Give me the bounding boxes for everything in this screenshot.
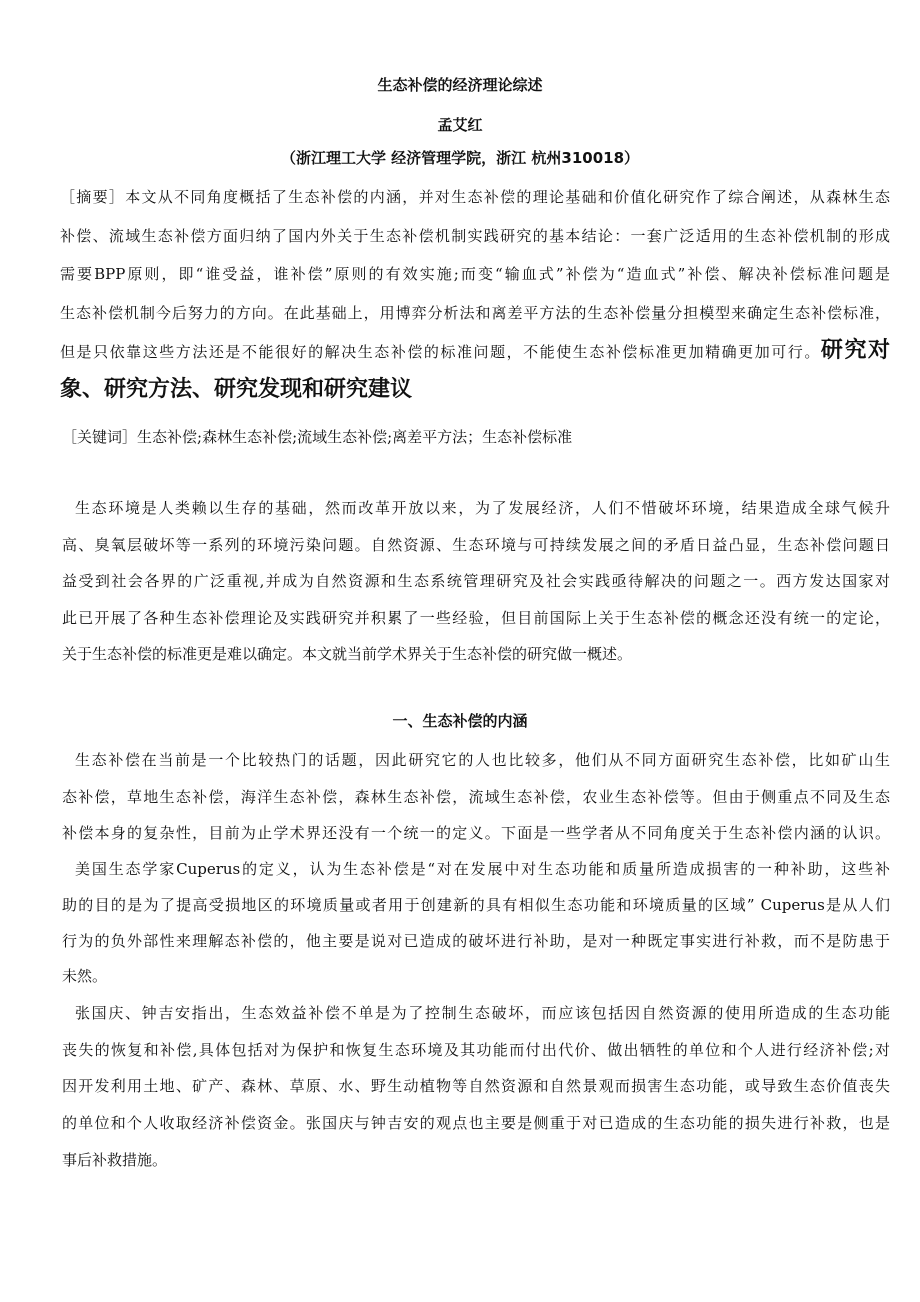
paragraph-line: 此已开展了各种生态补偿理论及实践研究并积累了一些经验，但目前国际上关于生态补偿的概念还没有统一的定论， — [62, 608, 890, 627]
keywords-text: 生态补偿;森林生态补偿;流域生态补偿;离差平方法；生态补偿标准 — [137, 428, 573, 446]
abstract — [60, 178, 890, 409]
paragraph-line: 的单位和个人收取经济补偿资金。张国庆与钟吉安的观点也主要是侧重于对已造成的生态功能的损失进行补救，也是 — [62, 1114, 890, 1133]
abstract-line: 但是只依靠这些方法还是不能很好的解决生态补偿的标准问题，不能使生态补偿标准更加精确更加可行。 — [60, 343, 821, 361]
section-paragraph-2 — [62, 852, 890, 995]
paragraph-line: 助的目的是为了提高受损地区的环境质量或者用于创建新的具有相似生态功能和环境质量的区域” Cuperus是从人们 — [62, 895, 890, 914]
paragraph-line: 美国生态学家Cuperus的定义，认为生态补偿是“对在发展中对生态功能和质量所造成损害的一种补助，这些补 — [75, 860, 890, 878]
paragraph-line: 丧失的恢复和补偿,具体包括对为保护和恢复生态环境及其功能而付出代价、做出牺牲的单位和个人进行经济补偿;对 — [62, 1040, 890, 1059]
keywords — [62, 426, 890, 448]
paragraph-line: 因开发利用土地、矿产、森林、草原、水、野生动植物等自然资源和自然景观而损害生态功能，或导致生态价值丧失 — [62, 1077, 890, 1096]
intro-paragraph — [62, 490, 890, 673]
paragraph-line: 益受到社会各界的广泛重视,并成为自然资源和生态系统管理研究及社会实践亟待解决的问题之一。西方发达国家对 — [62, 572, 890, 590]
author-name: 孟艾红 — [437, 116, 483, 134]
abstract-line: 补偿、流域生态补偿方面归纳了国内外关于生态补偿机制实践研究的基本结论：一套广泛适用的生态补偿机制的形成 — [60, 226, 890, 245]
paragraph-line: 张国庆、钟吉安指出，生态效益补偿不单是为了控制生态破坏，而应该包括因自然资源的使用所造成的生态功能 — [75, 1004, 890, 1022]
keywords-label: ［关键词］ — [62, 428, 138, 446]
author-affiliation: （浙江理工大学 经济管理学院，浙江 杭州310018） — [280, 149, 640, 167]
paragraph-line: 行为的负外部性来理解态补偿的，他主要是说对已造成的破坏进行补助，是对一种既定事实进行补救，而不是防患于 — [62, 931, 890, 950]
paragraph-line: 高、臭氧层破坏等一系列的环境污染问题。自然资源、生态环境与可持续发展之间的矛盾日益凸显，生态补偿问题日 — [62, 535, 890, 554]
paragraph-line: 关于生态补偿的标准更是难以确定。本文就当前学术界关于生态补偿的研究做一概述。 — [62, 645, 633, 663]
section-heading: 一、生态补偿的内涵 — [392, 712, 528, 730]
section-paragraph-3 — [62, 995, 890, 1178]
document-title: 生态补偿的经济理论综述 — [377, 76, 543, 94]
section-paragraph-1 — [62, 742, 890, 852]
abstract-line: 需要BPP原则，即“谁受益，谁补偿”原则的有效实施;而变“输血式”补偿为“造血式”补偿、解决补偿标准问题是 — [60, 265, 890, 283]
paragraph-line: 生态环境是人类赖以生存的基础，然而改革开放以来，为了发展经济，人们不惜破坏环境，结果造成全球气候升 — [75, 499, 890, 517]
paragraph-line: 未然。 — [62, 967, 108, 986]
abstract-bold-line: 象、研究方法、研究发现和研究建议 — [60, 376, 413, 402]
abstract-line: 生态补偿机制今后努力的方向。在此基础上，用博弈分析法和离差平方法的生态补偿量分担模型来确定生态补偿标准， — [60, 303, 890, 322]
paragraph-line: 补偿本身的复杂性，目前为止学术界还没有一个统一的定义。下面是一些学者从不同角度关于生态补偿内涵的认识。 — [62, 824, 890, 842]
paragraph-line: 态补偿，草地生态补偿，海洋生态补偿，森林生态补偿，流域生态补偿，农业生态补偿等。但由于侧重点不同及生态 — [62, 787, 890, 806]
abstract-label: ［摘要］ — [60, 188, 126, 206]
paragraph-line: 生态补偿在当前是一个比较热门的话题，因此研究它的人也比较多，他们从不同方面研究生态补偿，比如矿山生 — [75, 751, 890, 769]
paragraph-line: 事后补救措施。 — [62, 1150, 168, 1169]
abstract-line: 本文从不同角度概括了生态补偿的内涵，并对生态补偿的理论基础和价值化研究作了综合阐述，从森林生态 — [125, 188, 890, 206]
abstract-bold-tail: 研究对 — [820, 338, 890, 363]
